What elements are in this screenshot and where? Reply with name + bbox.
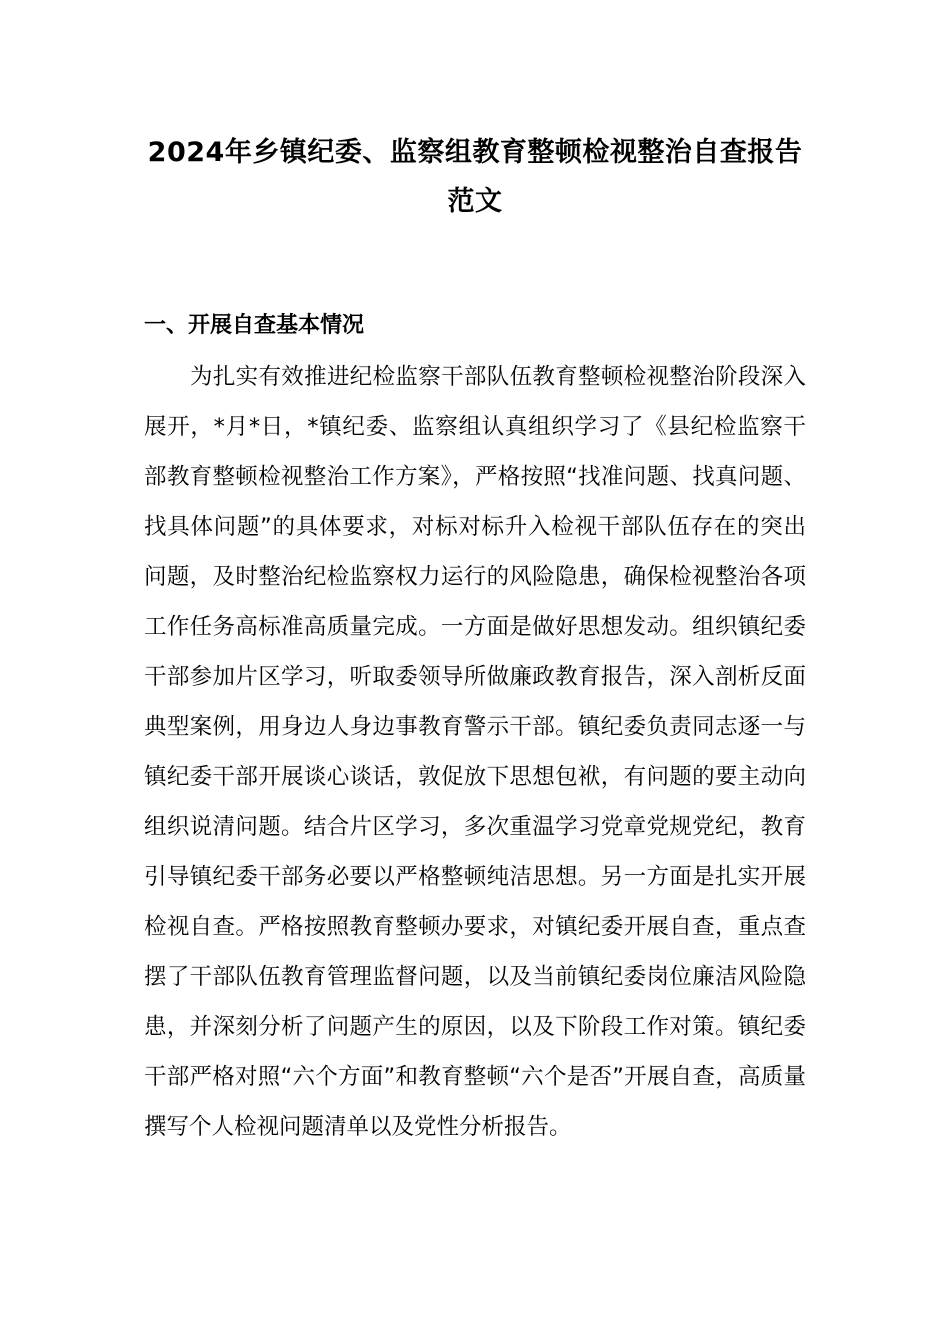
- body-paragraph: 为扎实有效推进纪检监察干部队伍教育整顿检视整治阶段深入展开，*月*日，*镇纪委、监察组认真组织学习了《县纪检监察干部教育整顿检视整治工作方案》，严格按照“找准问题、找真问题、找具体问题”的具体要求，对标对标升入检视干部队伍存在的突出问题，及时整治纪检监察权力运行的风险隐患，确保检视整治各项工作任务高标准高质量完成。一方面是做好思想发动。组织镇纪委干部参加片区学习，听取委领导所做廉政教育报告，深入剖析反面典型案例，用身边人身边事教育警示干部。镇纪委负责同志逐一与镇纪委干部开展谈心谈话，敦促放下思想包袱，有问题的要主动向组织说清问题。结合片区学习，多次重温学习党章党规党纪，教育引导镇纪委干部务必要以严格整顿纯洁思想。另一方面是扎实开展检视自查。严格按照教育整顿办要求，对镇纪委开展自查，重点查摆了干部队伍教育管理监督问题，以及当前镇纪委岗位廉洁风险隐患，并深刻分析了问题产生的原因，以及下阶段工作对策。镇纪委干部严格对照“六个方面”和教育整顿“六个是否”开展自查，高质量撰写个人检视问题清单以及党性分析报告。: [144, 364, 806, 1140]
- document-title: 2024年乡镇纪委、监察组教育整顿检视整治自查报告范文: [147, 137, 803, 217]
- section-heading: 一、开展自查基本情况: [144, 313, 365, 338]
